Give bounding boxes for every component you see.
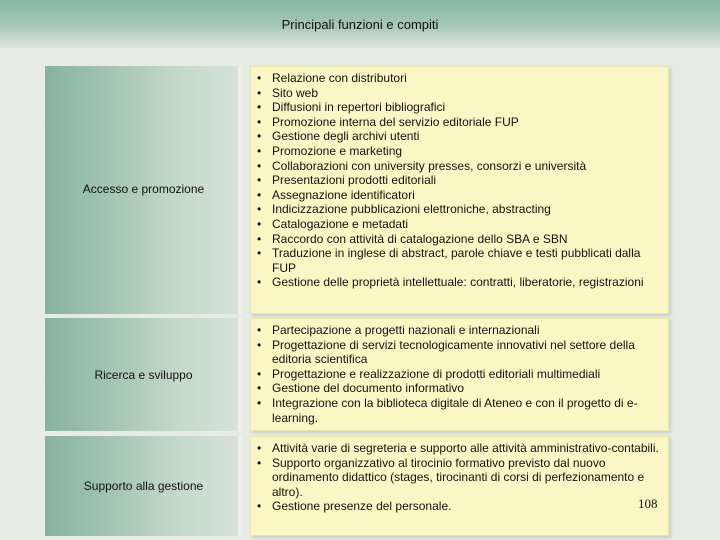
- list-item: • Sito web: [257, 86, 662, 101]
- list-item: • Raccordo con attività di catalogazione dello SBA e SBN: [257, 232, 662, 247]
- page-title: Principali funzioni e compiti: [281, 17, 439, 32]
- bullet-list: [257, 71, 662, 290]
- list-item: • Gestione delle proprietà intellettuale: contratti, liberatorie, registrazioni: [257, 275, 662, 290]
- list-item: • Collaborazioni con university presses, consorzi e università: [257, 159, 662, 174]
- page-number: 108: [638, 496, 658, 511]
- list-item: • Assegnazione identificatori: [257, 188, 662, 203]
- row-label: Ricerca e sviluppo: [94, 368, 193, 382]
- list-item: • Diffusioni in repertori bibliografici: [257, 100, 662, 115]
- table-row-ricerca: [45, 318, 673, 431]
- list-item: • Promozione e marketing: [257, 144, 662, 159]
- list-item: • Gestione del documento informativo: [257, 381, 662, 396]
- list-item: • Catalogazione e metadati: [257, 217, 662, 232]
- list-item: • Partecipazione a progetti nazionali e internazionali: [257, 323, 662, 338]
- list-item: • Progettazione e realizzazione di prodotti editoriali multimediali: [257, 367, 662, 382]
- list-item: • Promozione interna del servizio editoriale FUP: [257, 115, 662, 130]
- row-content-cell: [250, 66, 669, 314]
- row-label-cell: [45, 66, 242, 314]
- list-item: • Relazione con distributori: [257, 71, 662, 86]
- list-item: • Traduzione in inglese di abstract, parole chiave e testi pubblicati dalla FUP: [257, 246, 662, 275]
- list-item: • Integrazione con la biblioteca digitale di Ateneo e con il progetto di e-learning.: [257, 396, 662, 425]
- bullet-list: [257, 323, 662, 425]
- row-label-cell: [45, 318, 242, 431]
- list-item: • Attività varie di segreteria e supporto alle attività amministrativo-contabili.: [257, 441, 662, 456]
- row-label: Supporto alla gestione: [83, 479, 204, 493]
- list-item: • Progettazione di servizi tecnologicamente innovativi nel settore della editoria scientifica: [257, 338, 662, 367]
- bullet-list: [257, 441, 662, 514]
- row-label: Accesso e promozione: [82, 182, 205, 196]
- table-row-accesso: [45, 66, 673, 314]
- row-label-cell: [45, 436, 242, 536]
- list-item: • Gestione presenze del personale.: [257, 499, 662, 514]
- list-item: • Indicizzazione pubblicazioni elettroniche, abstracting: [257, 202, 662, 217]
- list-item: • Supporto organizzativo al tirocinio formativo previsto dal nuovo ordinamento didattico (stages, tirocinanti di corsi di perfezionamento e altro).: [257, 456, 662, 500]
- row-content-cell: [250, 318, 669, 431]
- row-content-cell: [250, 436, 669, 536]
- list-item: • Presentazioni prodotti editoriali: [257, 173, 662, 188]
- table-row-supporto: [45, 436, 673, 536]
- list-item: • Gestione degli archivi utenti: [257, 129, 662, 144]
